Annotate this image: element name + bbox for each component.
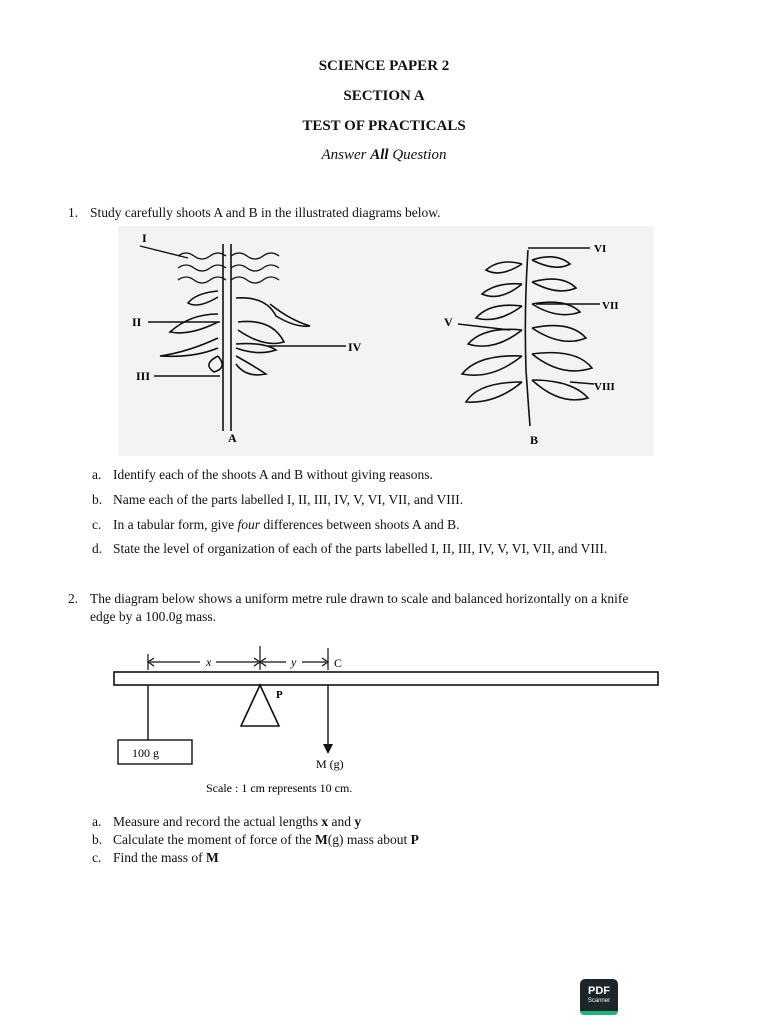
- q2-part-a: a. Measure and record the actual lengths x and y: [92, 814, 362, 829]
- pivot-p: P: [276, 689, 283, 701]
- label-IV: IV: [348, 340, 362, 354]
- knife-edge: [241, 685, 279, 726]
- point-c: C: [334, 656, 343, 670]
- q1-part-d: d. State the level of organization of each of the parts labelled I, II, III, IV, V, VI, VII, and VIII.: [92, 541, 608, 556]
- force-m-label: M (g): [316, 757, 344, 771]
- mass-100g-label: 100 g: [132, 746, 159, 760]
- q2-part-c: c. Find the mass of M: [92, 850, 219, 865]
- dimension-x: x: [206, 655, 212, 669]
- q2-part-b: b. Calculate the moment of force of the M(g) mass about P: [92, 832, 419, 847]
- q1-part-b: b. Name each of the parts labelled I, II, III, IV, V, VI, VII, and VIII.: [92, 492, 464, 507]
- label-I: I: [142, 231, 147, 245]
- question-1-number: 1.: [68, 205, 79, 220]
- shoot-a-label: A: [228, 431, 237, 445]
- label-VI: VI: [594, 243, 607, 255]
- question-2-stem: 2. The diagram below shows a uniform metre rule drawn to scale and balanced horizontally on a knife: [68, 591, 629, 606]
- label-III: III: [136, 369, 151, 383]
- instruction: Answer All Question: [321, 147, 447, 163]
- label-VIII: VIII: [594, 381, 615, 393]
- metre-rule: [114, 672, 658, 685]
- question-2-number: 2.: [68, 591, 79, 606]
- label-V: V: [444, 315, 453, 329]
- question-1-stem: 1. Study carefully shoots A and B in the illustrated diagrams below.: [68, 205, 441, 220]
- section-title: SECTION A: [343, 88, 425, 104]
- metre-rule-diagram: [110, 640, 666, 805]
- dimension-lines: [148, 646, 328, 670]
- label-II: II: [132, 315, 142, 329]
- pdf-scanner-logo: PDF Scanner: [580, 979, 618, 1015]
- force-m-arrowhead: [323, 744, 333, 754]
- dimension-y: y: [291, 655, 297, 669]
- shoots-diagram: [118, 226, 654, 456]
- question-2-stem-line2: edge by a 100.0g mass.: [90, 609, 216, 624]
- label-VII: VII: [602, 300, 619, 312]
- scale-note: Scale : 1 cm represents 10 cm.: [206, 781, 353, 795]
- paper-title: SCIENCE PAPER 2: [318, 58, 450, 74]
- test-title: TEST OF PRACTICALS: [302, 118, 466, 134]
- shoot-b-label: B: [530, 433, 539, 447]
- q1-part-c: c. In a tabular form, give four differences between shoots A and B.: [92, 517, 460, 532]
- q1-part-a: a. Identify each of the shoots A and B without giving reasons.: [92, 467, 433, 482]
